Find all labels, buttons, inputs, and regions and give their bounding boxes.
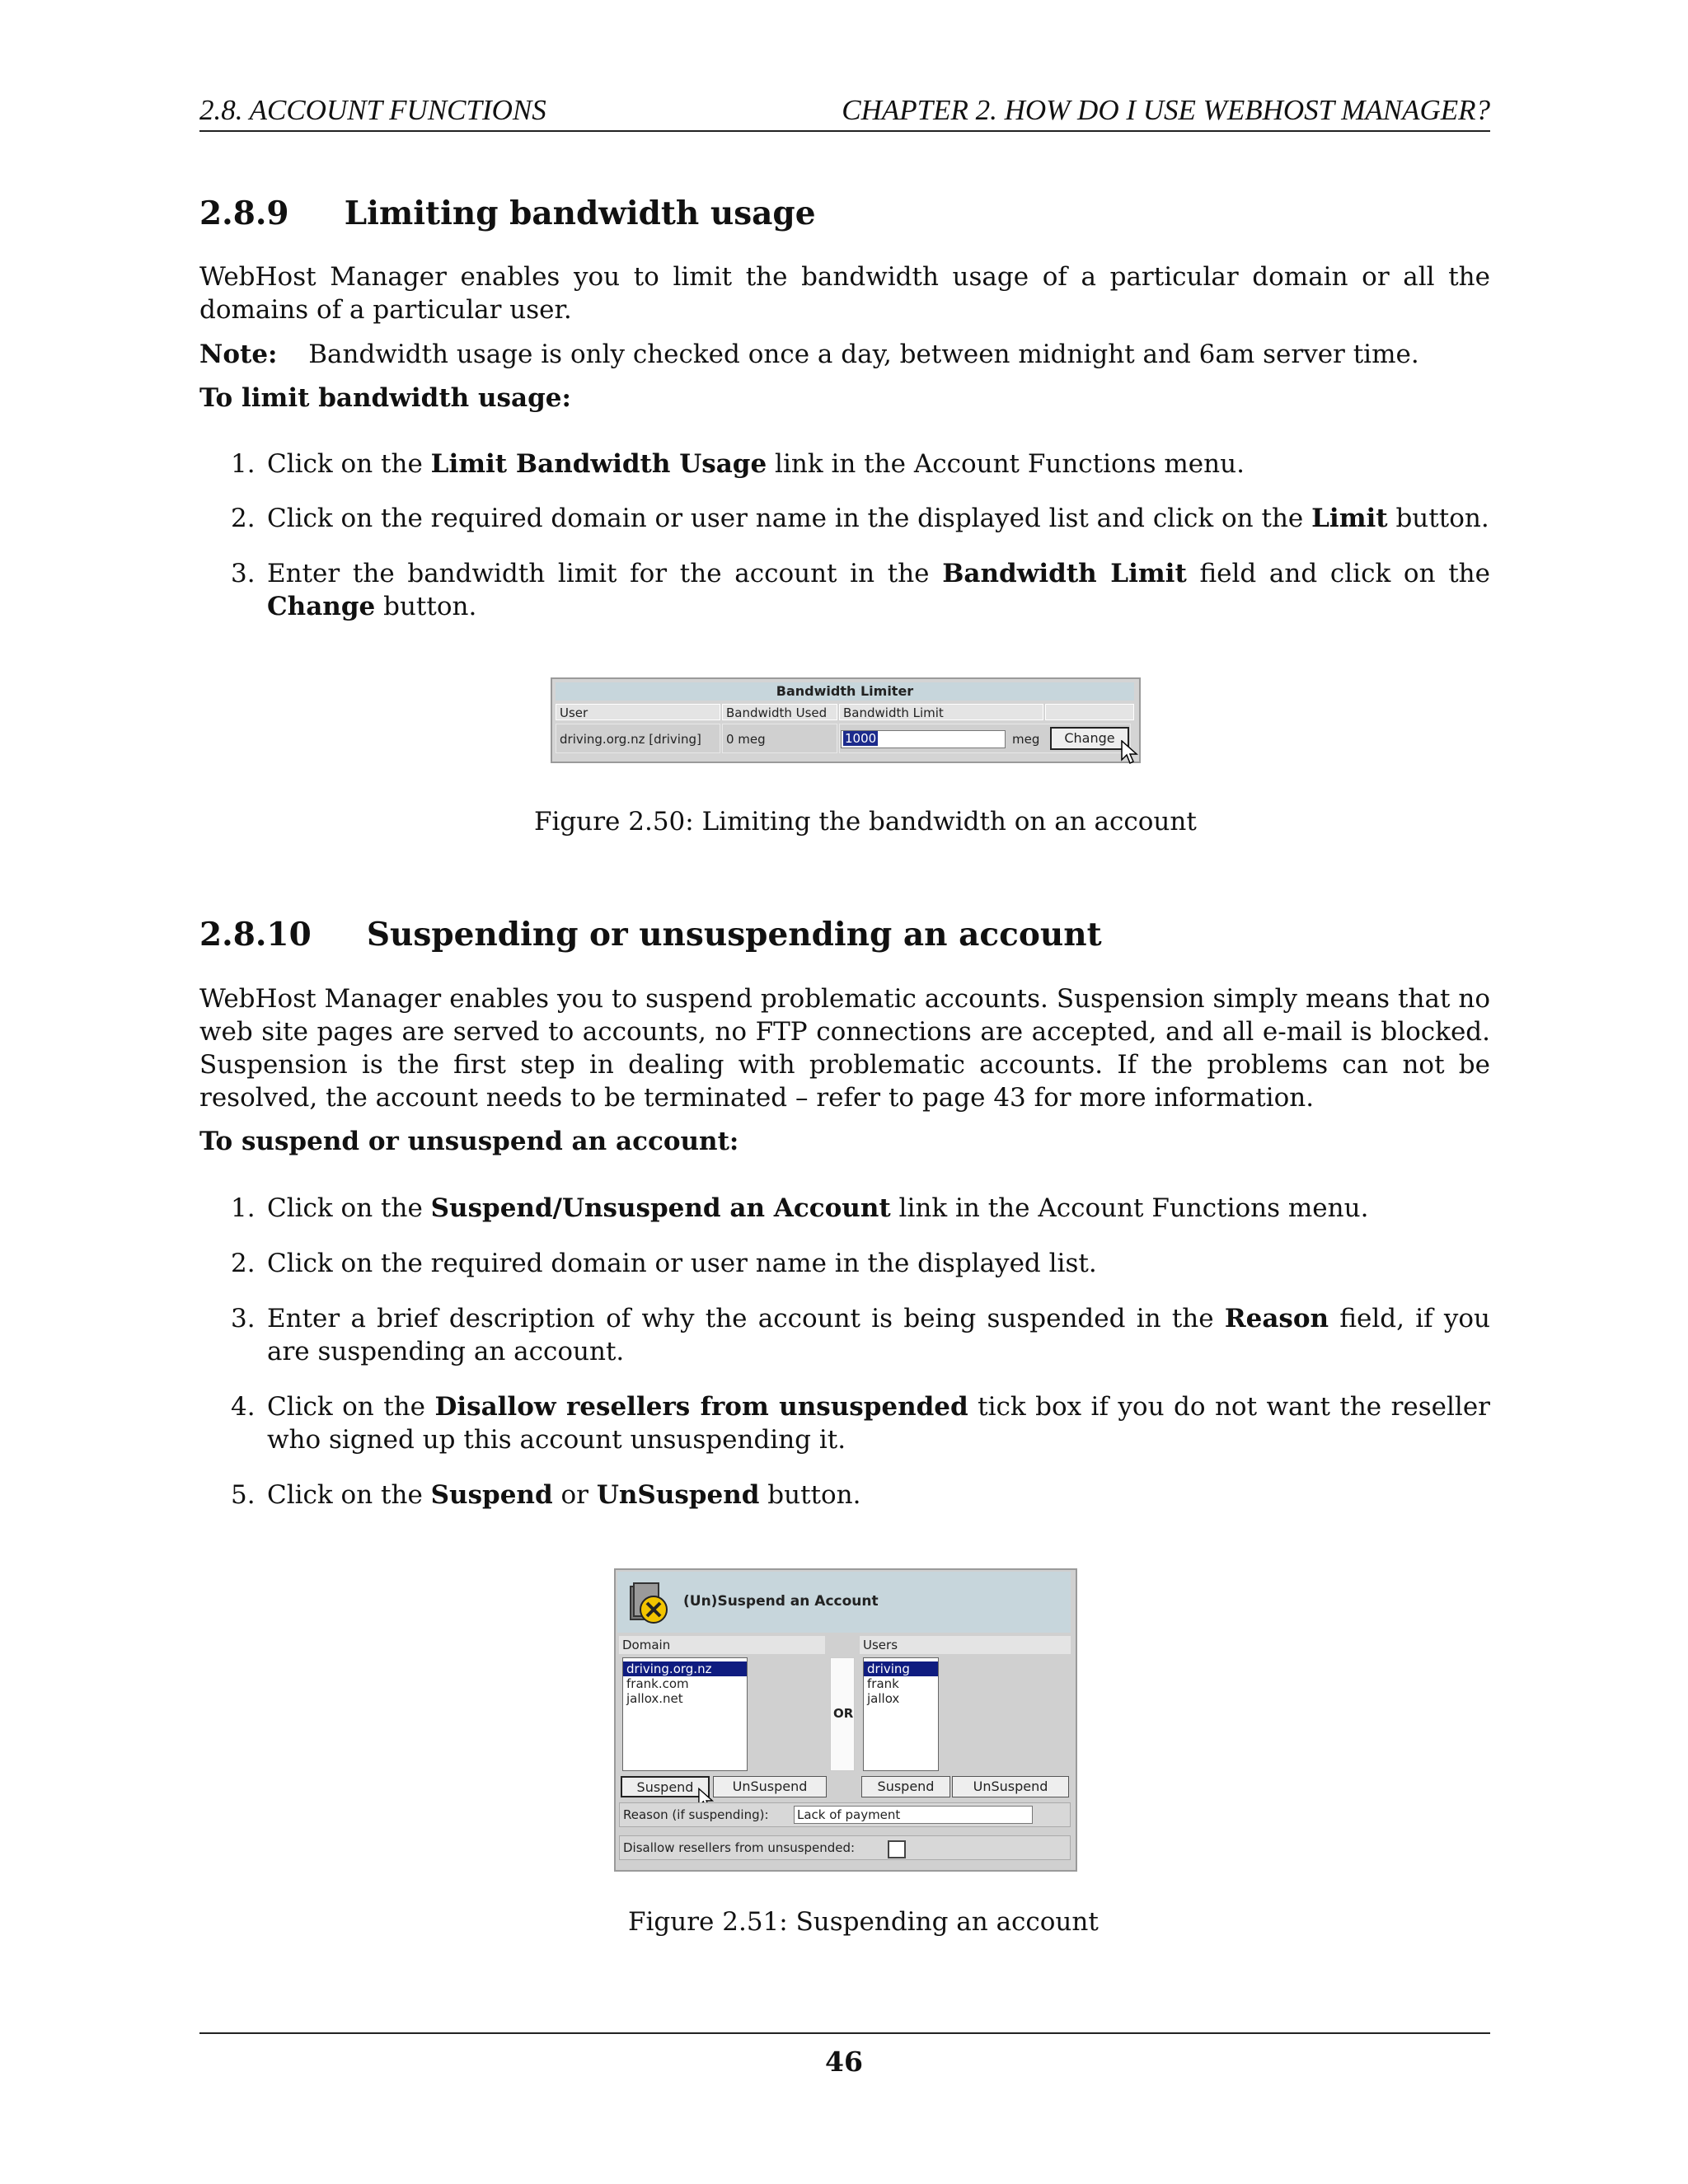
bandwidth-procedure-label bbox=[199, 382, 1490, 415]
list-item[interactable]: frank.com bbox=[626, 1676, 689, 1691]
bandwidth-intro: WebHost Manager enables you to limit the bandwidth usage of a particular domain or all the domains of a particular user. bbox=[199, 262, 1490, 325]
reason-label: Reason (if suspending): bbox=[623, 1807, 769, 1822]
step-text: Click on the required domain or user name in the displayed list and click on the Limit button. bbox=[267, 504, 1489, 533]
step-number: 3. bbox=[231, 1304, 256, 1333]
step-number: 4. bbox=[231, 1392, 256, 1422]
reason-input[interactable]: Lack of payment bbox=[794, 1806, 1033, 1824]
suspend-domain-button[interactable]: Suspend bbox=[621, 1776, 710, 1797]
step-text: Click on the Suspend/Unsuspend an Account link in the Account Functions menu. bbox=[267, 1193, 1369, 1223]
list-item[interactable]: jallox.net bbox=[626, 1691, 683, 1706]
unsuspend-title: (Un)Suspend an Account bbox=[683, 1593, 879, 1610]
page-number: 46 bbox=[825, 2046, 863, 2078]
step-text: Enter a brief description of why the account is being suspended in the Reason field, if you are suspending an account. bbox=[267, 1304, 1490, 1366]
step-number: 1. bbox=[231, 449, 256, 479]
suspend-intro: WebHost Manager enables you to suspend problematic accounts. Suspension simply means that no web site pages are served to accounts, no FTP connections are accepted, and all e-mail is blocked. Suspension is the first step in dealing with problematic accounts. If the problems can not be resolved, the account needs to be terminated – refer to page 43 for more information. bbox=[199, 984, 1490, 1113]
list-item[interactable]: frank bbox=[867, 1676, 899, 1691]
step-number: 2. bbox=[231, 1249, 256, 1278]
bandwidth-limiter-screenshot bbox=[551, 677, 1141, 763]
procedure-label: To limit bandwidth usage: bbox=[199, 383, 571, 413]
column-header-blank bbox=[1045, 704, 1134, 720]
step-text: Click on the Disallow resellers from unsuspended tick box if you do not want the reseller who signed up this account unsuspending it. bbox=[267, 1392, 1490, 1455]
unsuspend-domain-button[interactable]: UnSuspend bbox=[713, 1776, 827, 1797]
bandwidth-note bbox=[199, 338, 1490, 371]
suspend-procedure-label bbox=[199, 1125, 1490, 1158]
column-header-user: User bbox=[556, 704, 720, 720]
step-number: 3. bbox=[231, 559, 256, 588]
section-heading-bandwidth bbox=[199, 194, 816, 232]
column-header-bandwidth-used: Bandwidth Used bbox=[722, 704, 837, 720]
unit-label: meg bbox=[1012, 732, 1040, 747]
unsuspend-account-screenshot bbox=[614, 1568, 1077, 1872]
users-column-header: Users bbox=[860, 1636, 1071, 1654]
section-title: Limiting bandwidth usage bbox=[344, 194, 816, 232]
step-number: 2. bbox=[231, 504, 256, 533]
disallow-row bbox=[619, 1835, 1071, 1860]
section-number: 2.8.10 bbox=[199, 916, 312, 954]
note-label: Note: bbox=[199, 340, 278, 369]
disallow-resellers-checkbox[interactable] bbox=[888, 1840, 906, 1858]
step-text: Click on the Suspend or UnSuspend button. bbox=[267, 1480, 861, 1510]
unsuspend-user-button[interactable]: UnSuspend bbox=[952, 1776, 1069, 1797]
list-item[interactable]: driving bbox=[864, 1661, 938, 1676]
change-button[interactable]: Change bbox=[1050, 727, 1129, 750]
suspend-user-button[interactable]: Suspend bbox=[861, 1776, 950, 1797]
user-cell: driving.org.nz [driving] bbox=[556, 724, 720, 753]
footer-rule bbox=[199, 2032, 1490, 2034]
procedure-label: To suspend or unsuspend an account: bbox=[199, 1127, 739, 1156]
section-title: Suspending or unsuspending an account bbox=[366, 916, 1102, 954]
running-header-chapter: CHAPTER 2. HOW DO I USE WEBHOST MANAGER? bbox=[842, 94, 1490, 126]
bandwidth-limit-input[interactable] bbox=[841, 730, 1006, 748]
mouse-cursor-icon bbox=[1121, 740, 1139, 766]
selected-limit-text: 1000 bbox=[845, 731, 877, 746]
suspend-account-icon bbox=[627, 1580, 670, 1626]
section-heading-suspend bbox=[199, 916, 1102, 954]
disallow-label: Disallow resellers from unsuspended: bbox=[623, 1840, 856, 1855]
note-text: Bandwidth usage is only checked once a day, between midnight and 6am server time. bbox=[308, 340, 1419, 369]
bandwidth-limiter-title: Bandwidth Limiter bbox=[556, 682, 1134, 701]
section-number: 2.8.9 bbox=[199, 194, 289, 232]
step-number: 1. bbox=[231, 1193, 256, 1223]
step-number: 5. bbox=[231, 1480, 256, 1510]
users-listbox[interactable] bbox=[863, 1657, 939, 1771]
running-header bbox=[199, 91, 1490, 132]
used-cell: 0 meg bbox=[722, 724, 837, 753]
figure-caption-2-51: Figure 2.51: Suspending an account bbox=[628, 1907, 1099, 1937]
step-text: Click on the Limit Bandwidth Usage link in the Account Functions menu. bbox=[267, 449, 1245, 479]
unsuspend-header bbox=[617, 1572, 1071, 1633]
list-item[interactable]: jallox bbox=[867, 1691, 900, 1706]
step-text: Enter the bandwidth limit for the account in the Bandwidth Limit field and click on the Change button. bbox=[267, 559, 1490, 621]
running-header-section: 2.8. ACCOUNT FUNCTIONS bbox=[199, 94, 546, 126]
domain-column-header: Domain bbox=[619, 1636, 825, 1654]
domain-listbox[interactable] bbox=[622, 1657, 748, 1771]
list-item[interactable]: driving.org.nz bbox=[623, 1661, 747, 1676]
or-label: OR bbox=[833, 1706, 854, 1721]
column-header-bandwidth-limit: Bandwidth Limit bbox=[839, 704, 1043, 720]
step-text: Click on the required domain or user name in the displayed list. bbox=[267, 1249, 1097, 1278]
figure-caption-2-50: Figure 2.50: Limiting the bandwidth on an account bbox=[534, 807, 1197, 837]
